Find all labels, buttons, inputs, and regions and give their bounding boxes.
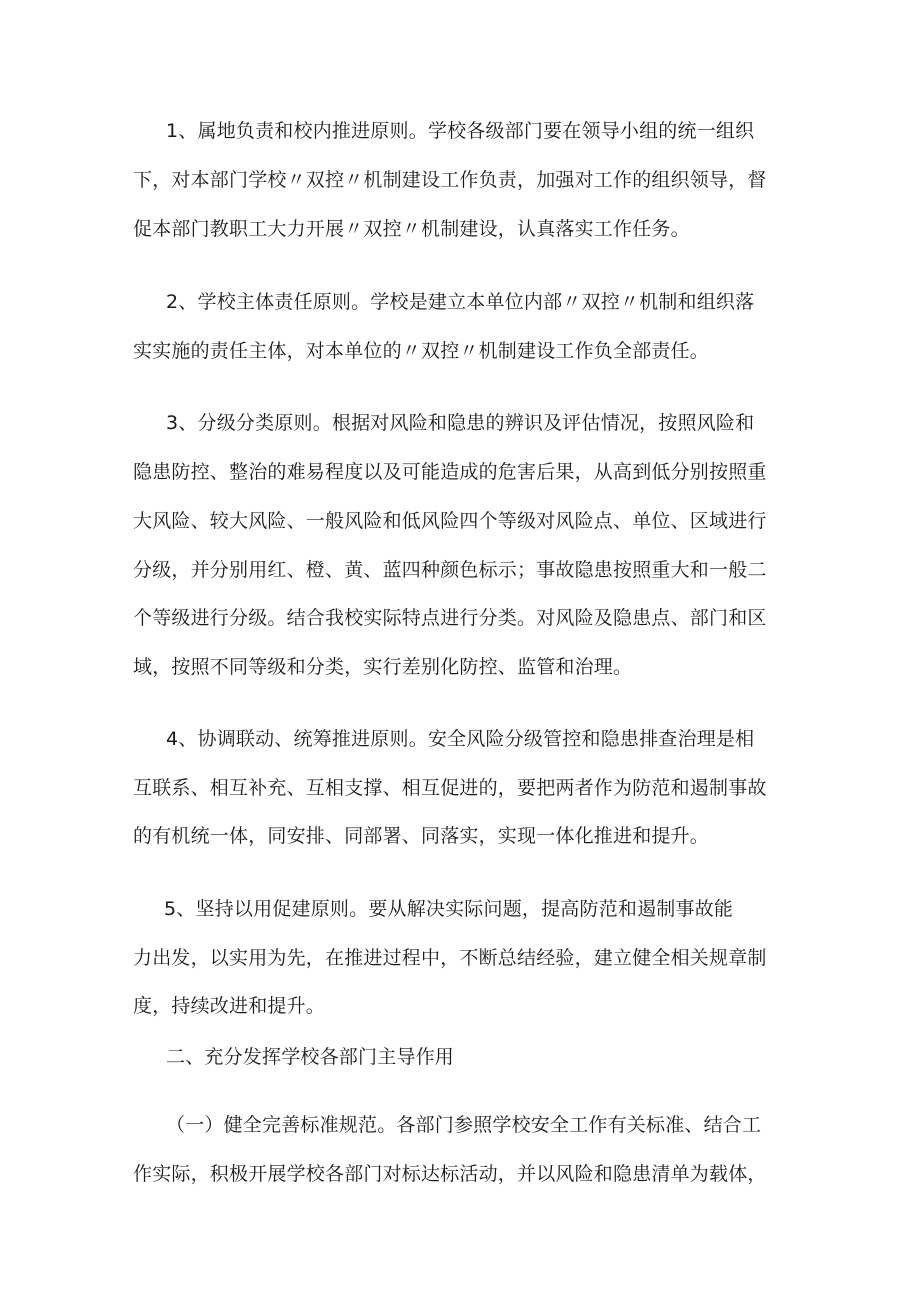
paragraph-3-line-2: 隐患防控、整治的难易程度以及可能造成的危害后果，从高到低分别按照重 <box>133 461 767 483</box>
paragraph-4-line-3: 的有机统一体，同安排、同部署、同落实，实现一体化推进和提升。 <box>133 825 710 847</box>
paragraph-2-line-2: 实实施的责任主体，对本单位的〃双控〃机制建设工作负全部责任。 <box>133 340 710 362</box>
paragraph-3-line-6: 域，按照不同等级和分类，实行差别化防控、监管和治理。 <box>133 656 633 678</box>
paragraph-5-line-2: 力出发，以实用为先，在推进过程中，不断总结经验，建立健全相关规章制 <box>133 947 767 969</box>
paragraph-3-line-3: 大风险、较大风险、一般风险和低风险四个等级对风险点、单位、区域进行 <box>133 510 767 532</box>
paragraph-1-line-2: 下，对本部门学校〃双控〃机制建设工作负责，加强对工作的组织领导，督 <box>133 169 767 191</box>
paragraph-6-line-2: 作实际，积极开展学校各部门对标达标活动，并以风险和隐患清单为载体， <box>133 1163 767 1185</box>
paragraph-5-line-3: 度，持续改进和提升。 <box>133 995 326 1017</box>
paragraph-4-line-1: 4、协调联动、统筹推进原则。安全风险分级管控和隐患排查治理是相 <box>166 728 755 750</box>
paragraph-2-line-1: 2、学校主体责任原则。学校是建立本单位内部〃双控〃机制和组织落 <box>166 291 755 313</box>
paragraph-3-line-1: 3、分级分类原则。根据对风险和隐患的辨识及评估情况，按照风险和 <box>166 412 755 434</box>
paragraph-1-line-3: 促本部门教职工大力开展〃双控〃机制建设，认真落实工作任务。 <box>133 218 690 240</box>
paragraph-3-line-5: 个等级进行分级。结合我校实际特点进行分类。对风险及隐患点、部门和区 <box>133 607 767 629</box>
section-heading: 二、充分发挥学校各部门主导作用 <box>166 1046 455 1068</box>
paragraph-6-line-1: （一）健全完善标准规范。各部门参照学校安全工作有关标准、结合工 <box>166 1114 762 1136</box>
paragraph-1-line-1: 1、属地负责和校内推进原则。学校各级部门要在领导小组的统一组织 <box>166 120 755 142</box>
paragraph-4-line-2: 互联系、相互补充、互相支撑、相互促进的，要把两者作为防范和遏制事故 <box>133 777 767 799</box>
paragraph-5-line-1: 5、坚持以用促建原则。要从解决实际问题，提高防范和遏制事故能 <box>164 898 734 920</box>
paragraph-3-line-4: 分级，并分别用红、橙、黄、蓝四种颜色标示；事故隐患按照重大和一般二 <box>133 559 767 581</box>
